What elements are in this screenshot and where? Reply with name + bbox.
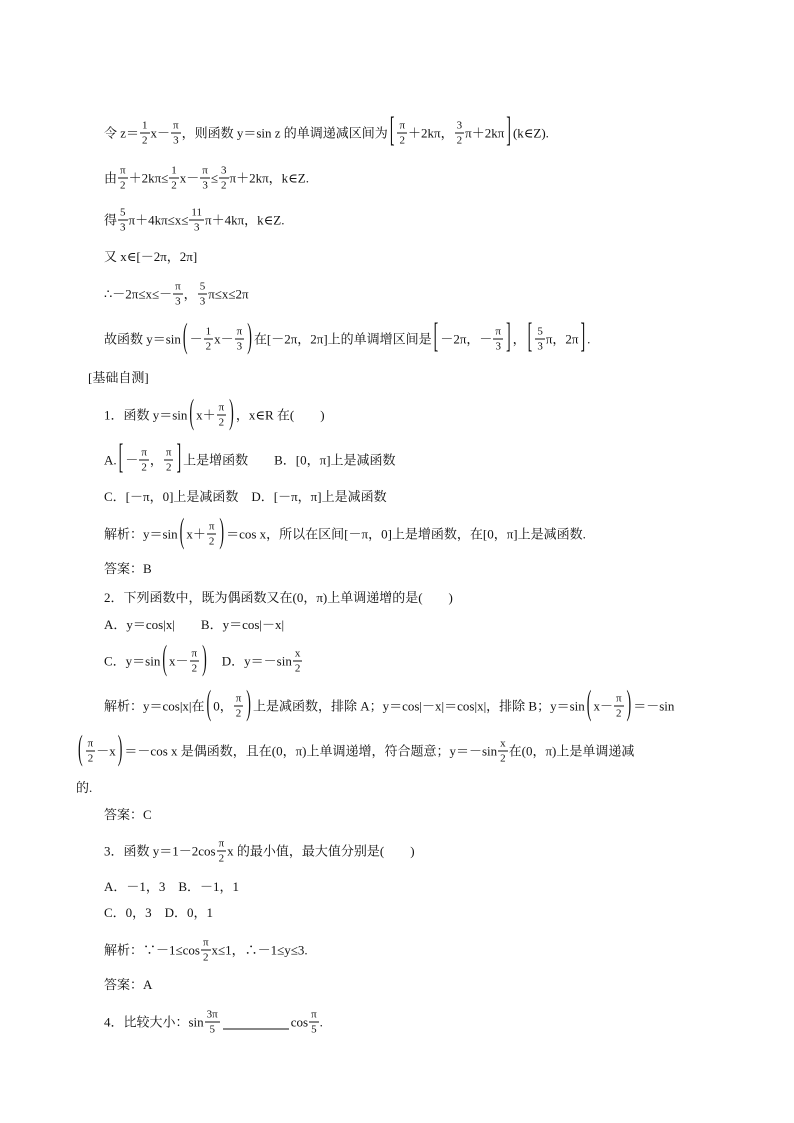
text: cos [290,1014,309,1029]
text: . [319,1014,323,1029]
text: π，2π [545,331,579,346]
numerator: π [236,325,243,338]
text: π＋4kπ，k∈Z. [205,212,285,227]
fraction [173,281,183,308]
solution-step-4 [104,249,197,265]
denominator: 2 [87,752,94,765]
denominator: 3 [173,134,179,147]
numerator: x [500,737,506,750]
fraction [219,165,229,192]
fraction [201,937,211,964]
fraction [309,1009,319,1036]
numerator: π [218,837,225,850]
denominator: 2 [208,535,215,548]
text: A. [104,452,117,467]
fraction [234,693,244,720]
text: x－ [179,170,200,185]
text: 0， [213,698,233,713]
text: π＋2kπ，k∈Z. [229,170,309,185]
text: 2．下列函数中，既为偶函数又在(0，π)上单调递增的是( ) [104,590,453,605]
numerator: 3 [456,119,463,132]
numerator: 1 [171,164,177,177]
numerator: π [202,936,209,949]
text: ＝－cos x 是偶函数，且在(0，π)上单调递增，符合题意；y＝－sin [124,743,498,758]
denominator: 2 [456,134,463,147]
text: ＝cos x，所以在区间[－π，0]上是增函数，在[0，π]上是减函数. [226,526,586,541]
right-paren: ) [247,319,252,357]
fraction [217,402,227,429]
numerator: 3 [221,164,227,177]
text: [基础自测] [88,370,149,385]
question-3-options-cd [104,905,213,921]
text: 在(0，π)上是单调递减 [508,743,635,758]
text: 解析：y＝cos|x|在 [104,698,205,713]
left-paren: ( [78,731,83,769]
fraction [205,1009,220,1036]
text: x－ [214,331,234,346]
fraction [164,447,174,474]
text: ＝－sin [633,698,675,713]
right-paren: ) [117,731,123,769]
left-paren: ( [162,641,168,679]
numerator: 3π [206,1008,218,1021]
fraction [86,738,96,765]
numerator: π [165,446,172,459]
fraction [493,326,503,353]
left-paren: ( [206,686,212,724]
denominator: 5 [311,1023,317,1036]
text: ， [183,286,197,301]
numerator: π [191,647,198,660]
text: x≤1，∴－1≤y≤3. [211,942,308,957]
solution-step-1 [104,113,549,151]
text: 上是减函数，排除 A；y＝cos|－x|＝cos|x|，排除 B；y＝sin [252,698,585,713]
text: 4．比较大小：sin [104,1014,204,1029]
denominator: 2 [616,707,622,720]
numerator: 5 [120,206,126,219]
solution-step-3 [104,207,284,234]
text: x 的最小值，最大值分别是( ) [227,843,415,858]
left-paren: ( [179,514,185,552]
denominator: 2 [235,707,242,720]
fraction [140,120,150,147]
text: 解析：y＝sin [104,526,178,541]
denominator: 3 [175,295,181,308]
denominator: 2 [218,416,225,429]
question-2-options-ab [104,617,284,633]
left-bracket: [ [118,440,124,478]
fraction [204,326,214,353]
fraction [217,838,227,865]
question-2-analysis-line-3 [76,780,92,796]
text: ， [512,331,526,346]
denominator: 2 [191,662,198,675]
numerator: π [495,325,501,338]
numerator: π [235,692,242,705]
text: ，x∈R 在( ) [235,407,325,422]
text: 的. [76,780,93,795]
denominator: 3 [202,179,208,192]
text: x＋ [186,526,206,541]
question-3-answer [104,977,152,993]
right-paren: ) [626,686,632,724]
text: ，则函数 y＝sin z 的单调递减区间为 [181,125,388,140]
numerator: π [87,737,94,750]
denominator: 2 [500,752,506,765]
solution-step-2 [104,165,309,192]
fraction [118,207,128,234]
question-1-options-ab [104,440,396,478]
numerator: 5 [537,325,543,338]
numerator: π [615,692,622,705]
question-2-stem [104,590,453,606]
denominator: 3 [537,340,543,353]
text: 得 [104,212,118,227]
numerator: 1 [205,325,212,338]
section-heading [88,370,149,386]
fraction [190,648,200,675]
fraction [207,521,217,548]
answer-blank [223,1015,289,1029]
right-paren: ) [229,395,234,433]
numerator: π [208,520,215,533]
question-1-stem [104,395,325,433]
denominator: 5 [209,1023,215,1036]
text: (k∈Z). [512,125,549,140]
fraction [397,120,407,147]
text: π＋4kπ≤x≤ [128,212,189,227]
text: 答案：B [104,561,152,576]
text: D．y＝－sin [208,653,292,668]
text: x－ [169,653,189,668]
fraction [200,165,210,192]
text: x－ [150,125,171,140]
text: 3．函数 y＝1－2cos [104,843,216,858]
right-bracket: ] [580,319,586,357]
denominator: 2 [120,179,126,192]
numerator: π [173,119,179,132]
question-2-analysis-line-2 [76,731,635,769]
denominator: 2 [205,340,212,353]
text: ≤ [210,170,218,185]
text: ＋2kπ， [408,125,454,140]
left-bracket: [ [389,113,395,151]
text: －x [96,743,116,758]
text: C．[－π，0]上是减函数 D．[－π，π]上是减函数 [104,489,387,504]
fraction [139,447,149,474]
denominator: 3 [120,221,126,234]
numerator: 11 [191,206,203,219]
right-paren: ) [202,641,207,679]
text: . [587,331,591,346]
denominator: 2 [142,134,148,147]
numerator: π [218,401,225,414]
denominator: 2 [171,179,177,192]
question-4-stem [104,1009,323,1036]
fraction [171,120,181,147]
denominator: 2 [141,461,147,474]
text: 令 z＝ [104,125,140,140]
text: x＋ [196,407,216,422]
question-1-options-cd [104,489,387,505]
text: C．y＝sin [104,653,161,668]
left-paren: ( [182,319,188,357]
solution-step-5 [104,281,249,308]
right-bracket: ] [506,113,511,151]
denominator: 2 [203,951,209,964]
denominator: 2 [165,461,172,474]
question-3-options-ab [104,879,239,895]
text: π＋2kπ [465,125,505,140]
denominator: 3 [199,295,206,308]
numerator: 1 [142,119,148,132]
question-2-answer [104,807,152,823]
text: 答案：C [104,807,152,822]
denominator: 2 [294,662,301,675]
text: －2π，－ [440,331,493,346]
denominator: 2 [399,134,406,147]
fraction [498,738,508,765]
text: 答案：A [104,977,153,992]
text: C．0，3 D．0，1 [104,905,214,920]
text: ＋2kπ≤ [128,170,169,185]
left-bracket: [ [433,319,439,357]
numerator: x [294,647,301,660]
fraction [455,120,465,147]
numerator: 5 [199,280,206,293]
question-3-stem [104,838,415,865]
left-bracket: [ [527,319,533,357]
fraction [118,165,128,192]
text: － [189,331,203,346]
fraction [235,326,245,353]
left-paren: ( [189,395,195,433]
text: 由 [104,170,118,185]
text: 上是增函数 B．[0，π]上是减函数 [183,452,396,467]
fraction [198,281,208,308]
solution-step-6 [104,319,591,357]
denominator: 3 [193,221,200,234]
text: π≤x≤2π [208,286,249,301]
numerator: π [311,1008,317,1021]
fraction [293,648,303,675]
text: 在[－2π，2π]上的单调增区间是 [253,331,432,346]
numerator: π [202,164,208,177]
fraction [614,693,624,720]
denominator: 3 [495,340,501,353]
question-2-analysis-line-1 [104,686,675,724]
text: 1．函数 y＝sin [104,407,188,422]
right-paren: ) [246,686,251,724]
question-2-options-cd [104,641,303,679]
denominator: 3 [236,340,243,353]
right-paren: ) [219,514,225,552]
denominator: 2 [218,852,225,865]
text: A．－1，3 B．－1，1 [104,879,240,894]
denominator: 2 [221,179,227,192]
numerator: π [120,164,126,177]
left-paren: ( [586,686,592,724]
text: 又 x∈[－2π，2π] [104,249,198,264]
right-bracket: ] [176,440,182,478]
text: － [125,452,139,467]
right-bracket: ] [505,319,511,357]
text: A．y＝cos|x| B．y＝cos|－x| [104,617,285,632]
question-1-answer [104,561,152,577]
text: 故函数 y＝sin [104,331,181,346]
fraction [189,207,204,234]
fraction [169,165,179,192]
numerator: π [399,119,406,132]
text: ， [149,452,163,467]
question-3-analysis [104,937,308,964]
numerator: π [175,280,181,293]
numerator: π [141,446,147,459]
text: ∴－2π≤x≤－ [104,286,173,301]
question-1-analysis [104,514,586,552]
fraction [535,326,545,353]
text: x－ [593,698,613,713]
text: 解析：∵－1≤cos [104,942,200,957]
